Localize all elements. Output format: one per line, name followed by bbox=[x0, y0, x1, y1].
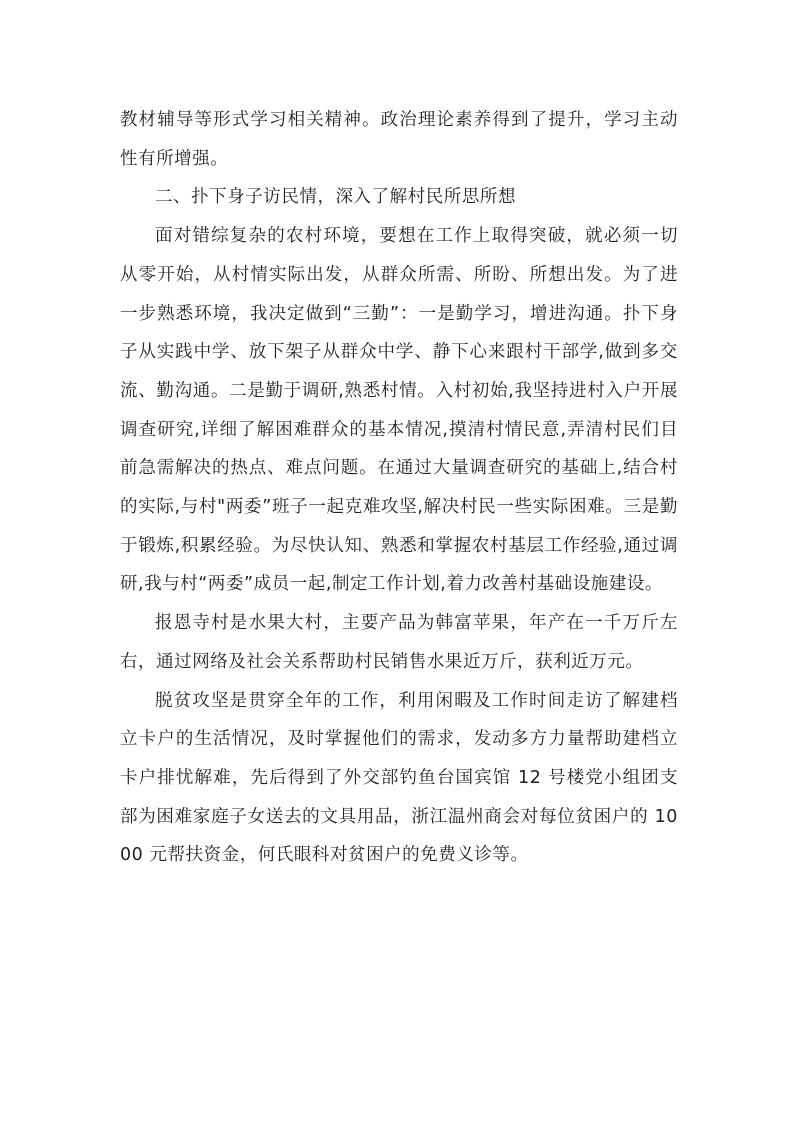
paragraph-intro-continuation: 教材辅导等形式学习相关精神。政治理论素养得到了提升，学习主动性有所增强。 bbox=[120, 110, 678, 169]
document-body bbox=[120, 101, 678, 875]
paragraph-fruit-village: 报恩寺村是水果大村，主要产品为韩富苹果，年产在一千万斤左右，通过网络及社会关系帮助村民销售水果近万斤，获利近万元。 bbox=[120, 613, 678, 672]
section-heading-two: 二、扑下身子访民情，深入了解村民所思所想 bbox=[155, 187, 516, 208]
paragraph-three-diligences: 面对错综复杂的农村环境，要想在工作上取得突破，就必须一切从零开始，从村情实际出发，从群众所需、所盼、所想出发。为了进一步熟悉环境，我决定做到“三勤”：一是勤学习，增进沟通。扑下身子从实践中学、放下架子从群众中学、静下心来跟村干部学,做到多交流、勤沟通。二是勤于调研,熟悉村情。入村初始,我坚持进村入户开展调查研究,详细了解困难群众的基本情况,摸清村情民意,弄清村民们目前急需解决的热点、难点问题。在通过大量调查研究的基础上,结合村的实际,与村"两委”班子一起克难攻坚,解决村民一些实际困难。三是勤于锻炼,积累经验。为尽快认知、熟悉和掌握农村基层工作经验,通过调研,我与村“两委”成员一起,制定工作计划,着力改善村基础设施建设。 bbox=[120, 226, 678, 595]
paragraph-poverty-alleviation: 脱贫攻坚是贯穿全年的工作，利用闲暇及工作时间走访了解建档立卡户的生活情况，及时掌握他们的需求，发动多方力量帮助建档立卡户排忧解难，先后得到了外交部钓鱼台国宾馆 12 号楼党小组团支部为困难家庭子女送去的文具用品，浙江温州商会对每位贫困户的 1000 元帮扶资金，何氏眼科对贫困户的免费义诊等。 bbox=[120, 690, 678, 866]
